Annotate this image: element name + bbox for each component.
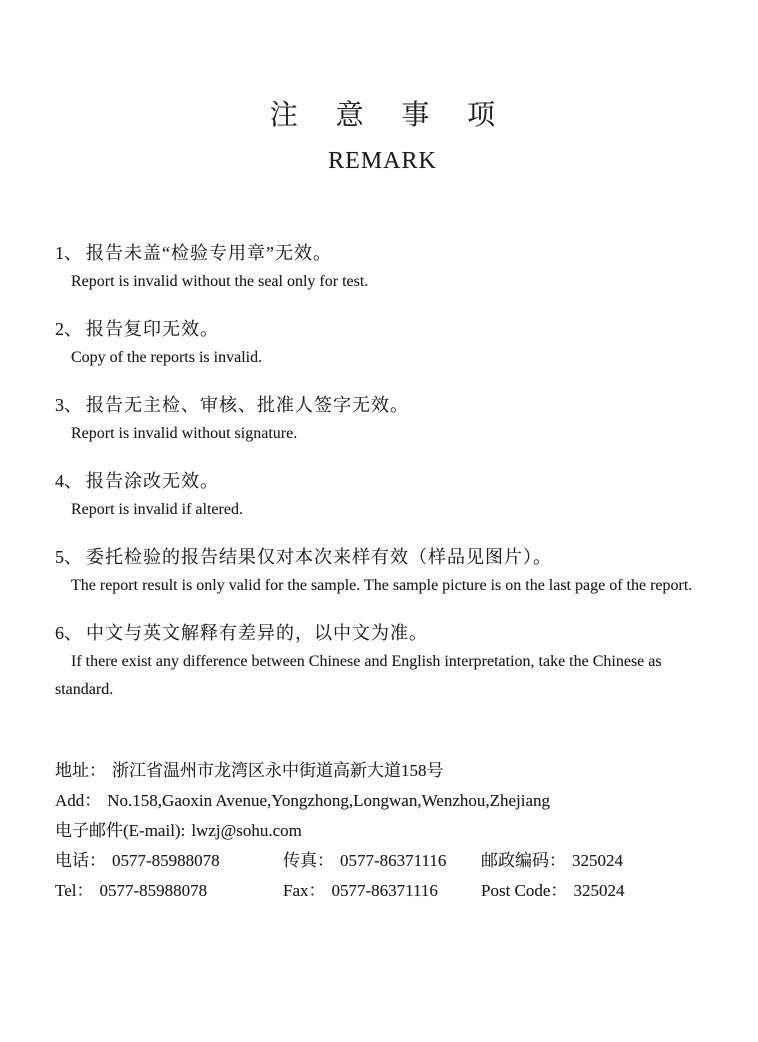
remark-6-chinese-text: 中文与英文解释有差异的，以中文为准。 (86, 623, 428, 643)
fax-cn (283, 846, 481, 876)
address-cn-label: 地址： (55, 761, 106, 780)
remark-2-english: Copy of the reports is invalid. (71, 349, 263, 366)
fax-en (283, 876, 481, 906)
postcode-en (481, 876, 710, 906)
address-line-english (55, 786, 710, 816)
remark-4-chinese (55, 466, 710, 496)
remark-4-english: Report is invalid if altered. (71, 501, 243, 518)
remark-5-chinese (55, 542, 710, 572)
remark-3-chinese (55, 390, 710, 420)
postcode-en-label: Post Code： (481, 881, 568, 900)
phone-row-chinese (55, 846, 710, 876)
postcode-cn (481, 846, 710, 876)
remark-3-number: 3、 (55, 395, 82, 415)
remark-item-3 (55, 390, 710, 448)
remark-1-chinese (55, 238, 710, 268)
phone-row-english (55, 876, 710, 906)
remark-5-english: The report result is only valid for the sample. The sample picture is on the last page of the report. (71, 577, 693, 594)
contact-block (55, 756, 710, 906)
page-title-chinese: 注 意 事 项 (269, 100, 511, 131)
email-value: lwzj@sohu.com (191, 821, 302, 840)
remark-4-number: 4、 (55, 471, 82, 491)
remark-2-chinese (55, 314, 710, 344)
remark-item-4 (55, 466, 710, 524)
fax-cn-value: 0577-86371116 (340, 851, 447, 870)
remark-4-chinese-text: 报告涂改无效。 (86, 471, 219, 491)
remark-5-number: 5、 (55, 547, 82, 567)
remark-5-chinese-text: 委托检验的报告结果仅对本次来样有效（样品见图片）。 (86, 547, 552, 567)
email-label: 电子邮件(E-mail): (55, 821, 186, 840)
remark-3-chinese-text: 报告无主检、审核、批准人签字无效。 (86, 395, 409, 415)
remark-2-number: 2、 (55, 319, 82, 339)
remark-1-number: 1、 (55, 243, 82, 263)
email-line (55, 816, 710, 846)
remark-item-5 (55, 542, 710, 600)
address-line-chinese (55, 756, 710, 786)
address-cn-value: 浙江省温州市龙湾区永中街道高新大道158号 (112, 761, 444, 780)
phone-cn-label: 电话： (55, 851, 106, 870)
phone-cn (55, 846, 283, 876)
remark-item-1 (55, 238, 710, 296)
fax-en-label: Fax： (283, 881, 326, 900)
remark-item-6 (55, 618, 710, 704)
remark-item-2 (55, 314, 710, 372)
remark-list (55, 238, 710, 704)
remark-6-number: 6、 (55, 623, 82, 643)
address-en-label: Add： (55, 791, 102, 810)
fax-cn-label: 传真： (283, 851, 334, 870)
postcode-cn-value: 325024 (572, 851, 623, 870)
phone-cn-value: 0577-85988078 (112, 851, 220, 870)
page-title-english: REMARK (328, 148, 437, 174)
postcode-en-value: 325024 (573, 881, 625, 900)
address-en-value: No.158,Gaoxin Avenue,Yongzhong,Longwan,Wenzhou,Zhejiang (107, 791, 551, 810)
remark-6-english: If there exist any difference between Chinese and English interpretation, take the Chinese as standard. (55, 653, 662, 698)
remark-3-english: Report is invalid without signature. (71, 425, 298, 442)
remark-1-english: Report is invalid without the seal only for test. (71, 273, 369, 290)
phone-en-value: 0577-85988078 (99, 881, 208, 900)
phone-en-label: Tel： (55, 881, 94, 900)
postcode-cn-label: 邮政编码： (481, 851, 566, 870)
remark-1-chinese-text: 报告未盖“检验专用章”无效。 (86, 243, 332, 263)
remark-6-chinese (55, 618, 710, 648)
phone-en (55, 876, 283, 906)
fax-en-value: 0577-86371116 (331, 881, 438, 900)
remark-2-chinese-text: 报告复印无效。 (86, 319, 219, 339)
